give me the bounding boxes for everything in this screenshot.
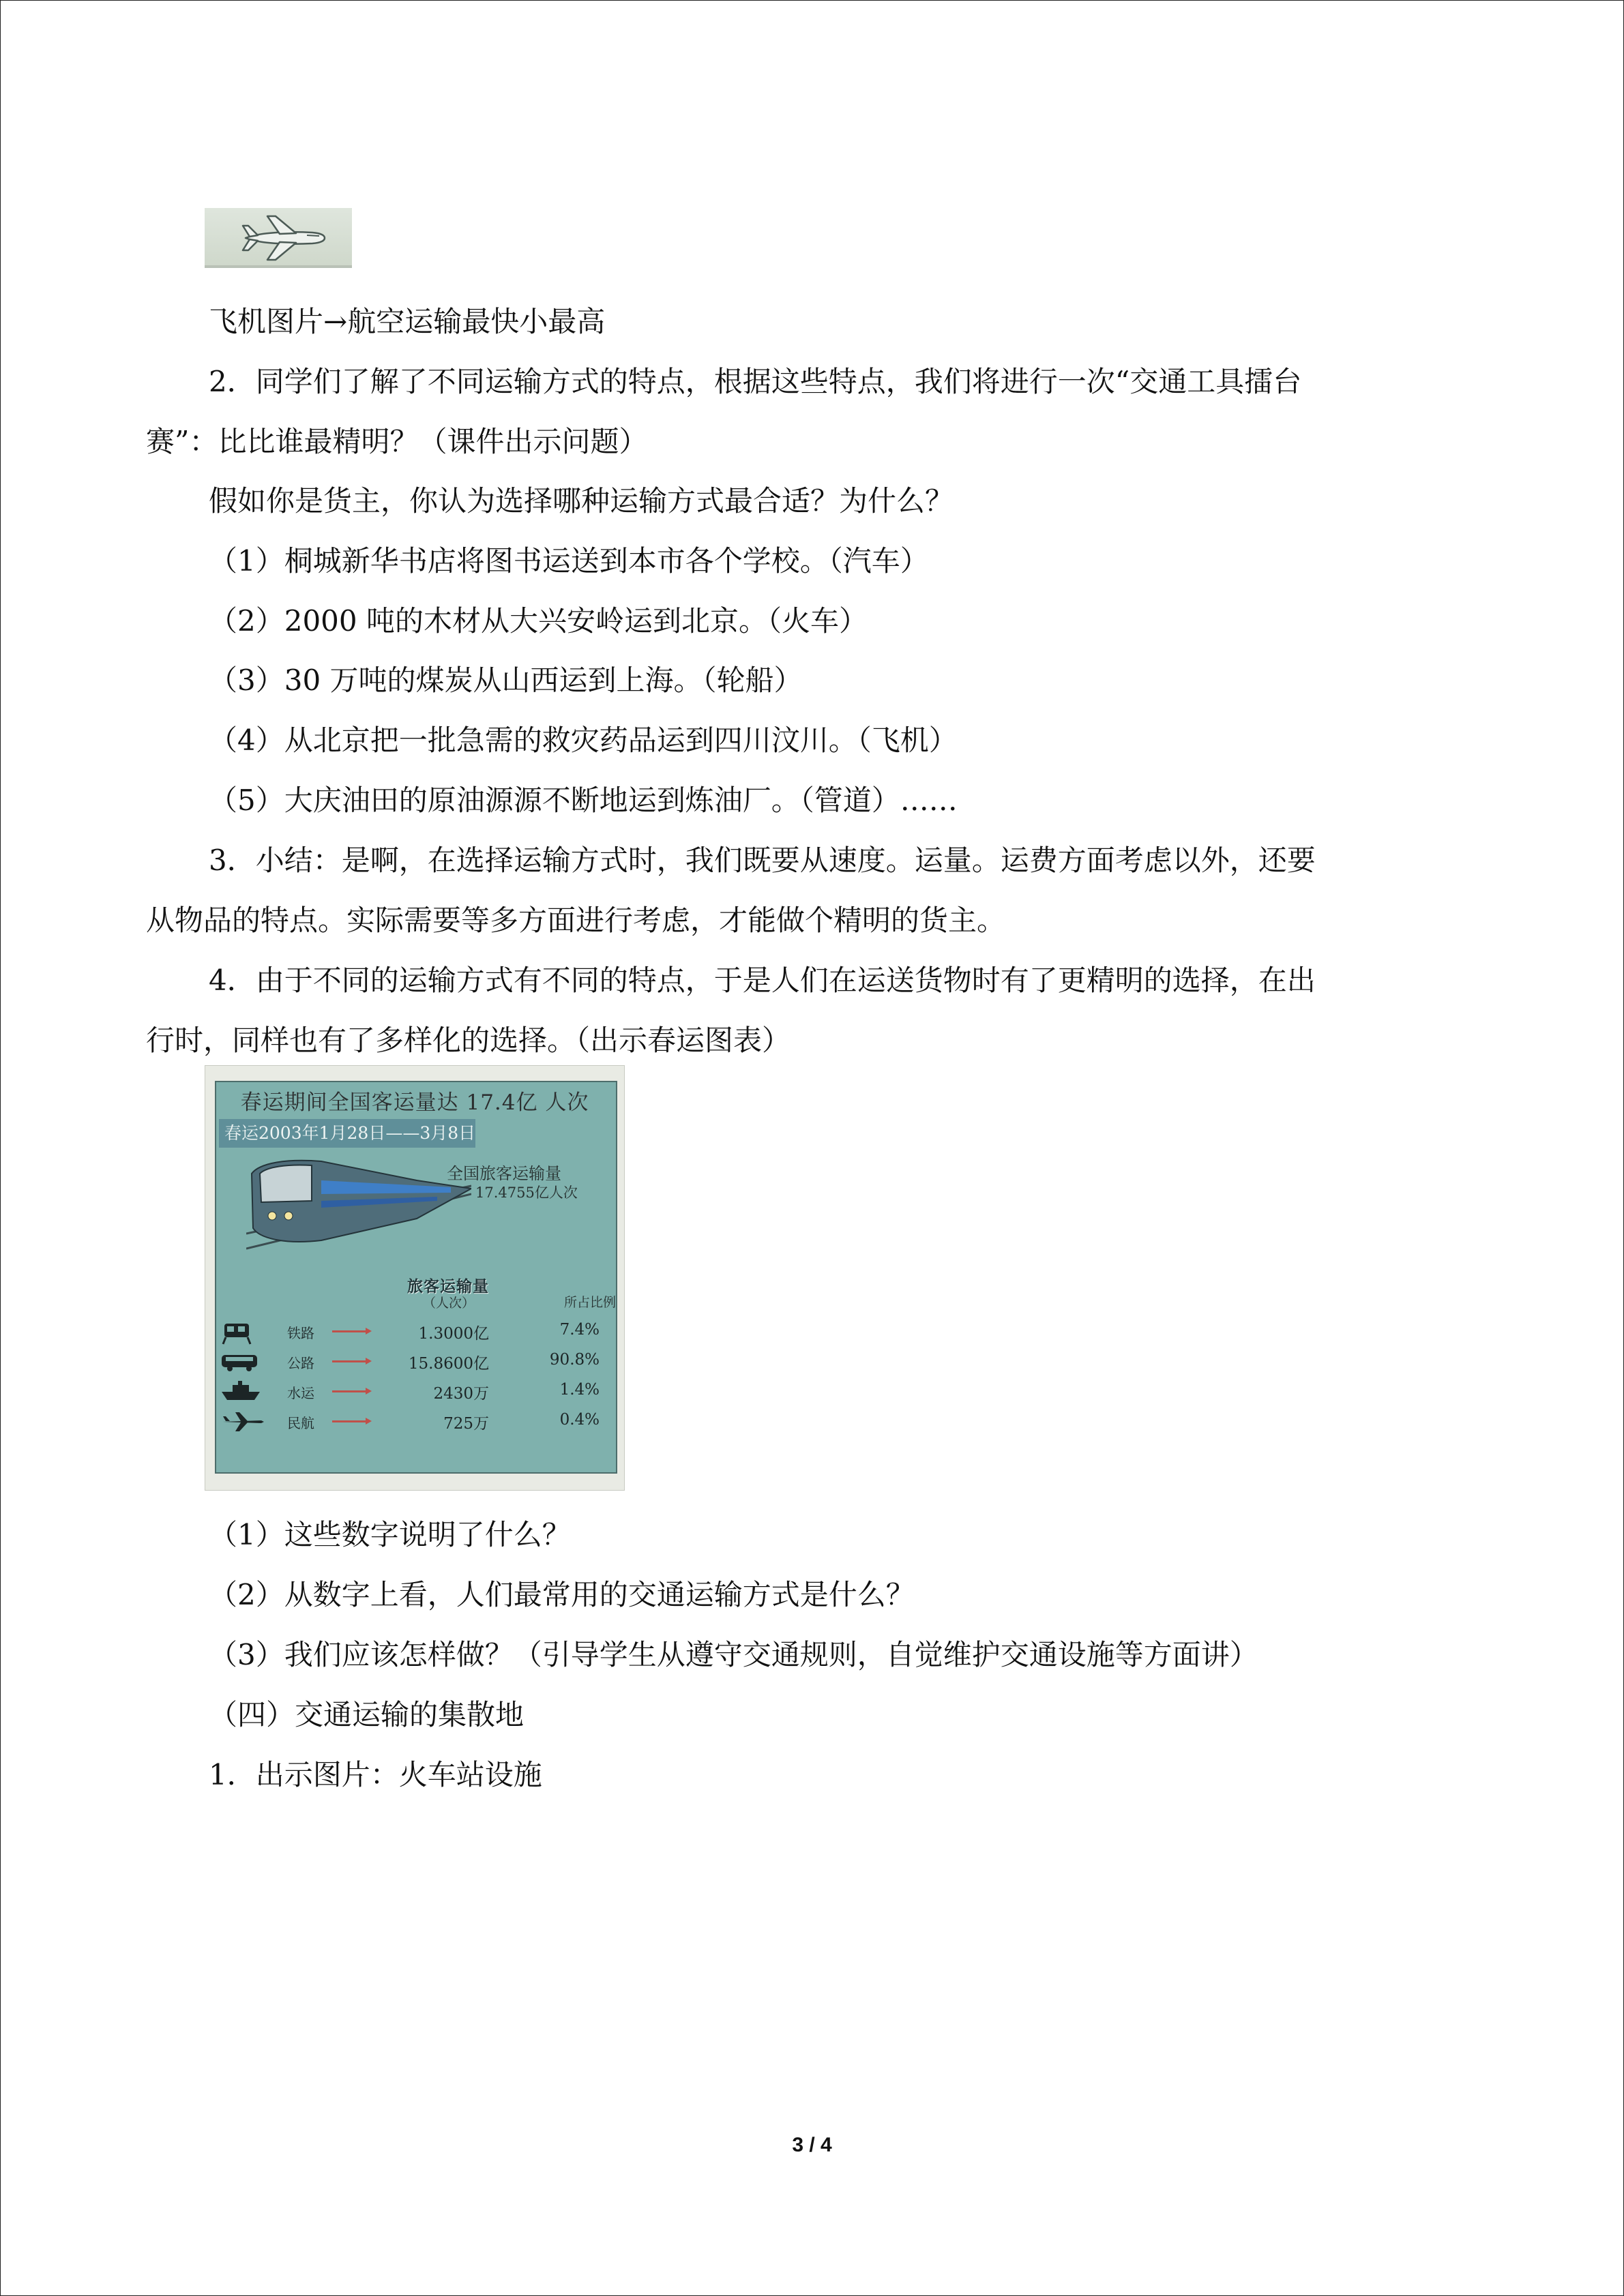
mode-label: 水运 bbox=[287, 1385, 314, 1401]
volume-value: 1.3000亿 bbox=[418, 1325, 489, 1343]
paragraph-4-line-1: 4．由于不同的运输方式有不同的特点，于是人们在运送货物时有了更精明的选择，在出 bbox=[209, 964, 1316, 997]
chart-period: 春运2003年1月28日——3月8日 bbox=[219, 1119, 475, 1148]
paragraph-4-line-2: 行时，同样也有了多样化的选择。（出示春运图表） bbox=[146, 1024, 791, 1057]
bus-icon bbox=[220, 1348, 260, 1375]
table-row bbox=[205, 1348, 625, 1377]
arrow-icon bbox=[332, 1420, 368, 1422]
paragraph-2-line-2: 赛”：比比谁最精明？（课件出示问题） bbox=[146, 425, 648, 458]
arrow-icon bbox=[332, 1330, 368, 1332]
national-volume-value: 17.4755亿人次 bbox=[475, 1184, 578, 1201]
column-header-share: 所占比例 bbox=[564, 1295, 617, 1310]
airplane-photo bbox=[205, 208, 352, 268]
table-row bbox=[205, 1408, 625, 1437]
followup-question: （2）从数字上看，人们最常用的交通运输方式是什么？ bbox=[209, 1578, 915, 1611]
airplane-icon bbox=[205, 208, 352, 268]
train-illustration bbox=[246, 1153, 471, 1262]
section-heading: （四）交通运输的集散地 bbox=[209, 1698, 525, 1731]
volume-value: 15.8600亿 bbox=[408, 1355, 489, 1373]
airplane-icon bbox=[220, 1408, 265, 1435]
summary-line-2: 从物品的特点。实际需要等多方面进行考虑，才能做个精明的货主。 bbox=[146, 904, 1006, 937]
mode-label: 铁路 bbox=[287, 1325, 314, 1341]
column-header-unit: （人次） bbox=[423, 1296, 475, 1311]
mode-label: 公路 bbox=[287, 1355, 314, 1371]
share-value: 0.4% bbox=[559, 1411, 600, 1429]
question-item: （3）30 万吨的煤炭从山西运到上海。（轮船） bbox=[209, 664, 803, 697]
volume-value: 725万 bbox=[443, 1415, 489, 1433]
question-intro: 假如你是货主，你认为选择哪种运输方式最合适？为什么？ bbox=[209, 484, 954, 518]
share-value: 90.8% bbox=[549, 1351, 600, 1369]
share-value: 7.4% bbox=[559, 1321, 600, 1339]
mode-label: 民航 bbox=[287, 1415, 314, 1431]
table-row bbox=[205, 1318, 625, 1347]
page-number: 3 / 4 bbox=[792, 2134, 832, 2156]
item-1: 1．出示图片：火车站设施 bbox=[209, 1758, 542, 1791]
summary-line-1: 3．小结：是啊，在选择运输方式时，我们既要从速度。运量。运费方面考虑以外，还要 bbox=[209, 844, 1316, 877]
share-value: 1.4% bbox=[559, 1381, 600, 1399]
national-volume-label: 全国旅客运输量 bbox=[447, 1164, 561, 1183]
followup-question: （1）这些数字说明了什么？ bbox=[209, 1518, 571, 1551]
question-item: （1）桐城新华书店将图书运送到本市各个学校。（汽车） bbox=[209, 544, 929, 578]
table-title: 旅客运输量 bbox=[407, 1277, 489, 1296]
question-item: （5）大庆油田的原油源源不断地运到炼油厂。（管道）…… bbox=[209, 784, 958, 817]
plane-caption: 飞机图片→航空运输最快小最高 bbox=[209, 305, 606, 338]
chart-title: 春运期间全国客运量达 17.4亿 人次 bbox=[240, 1090, 589, 1115]
spring-festival-chart bbox=[205, 1065, 625, 1491]
arrow-icon bbox=[332, 1360, 368, 1362]
train-icon bbox=[220, 1318, 254, 1345]
ship-icon bbox=[220, 1378, 263, 1405]
followup-question: （3）我们应该怎样做？（引导学生从遵守交通规则，自觉维护交通设施等方面讲） bbox=[209, 1638, 1258, 1671]
paragraph-2-line-1: 2．同学们了解了不同运输方式的特点，根据这些特点，我们将进行一次“交通工具擂台 bbox=[209, 365, 1302, 398]
table-row bbox=[205, 1378, 625, 1407]
question-item: （4）从北京把一批急需的救灾药品运到四川汶川。（飞机） bbox=[209, 724, 958, 757]
volume-value: 2430万 bbox=[433, 1385, 489, 1403]
arrow-icon bbox=[332, 1390, 368, 1392]
question-item: （2）2000 吨的木材从大兴安岭运到北京。（火车） bbox=[209, 604, 868, 638]
